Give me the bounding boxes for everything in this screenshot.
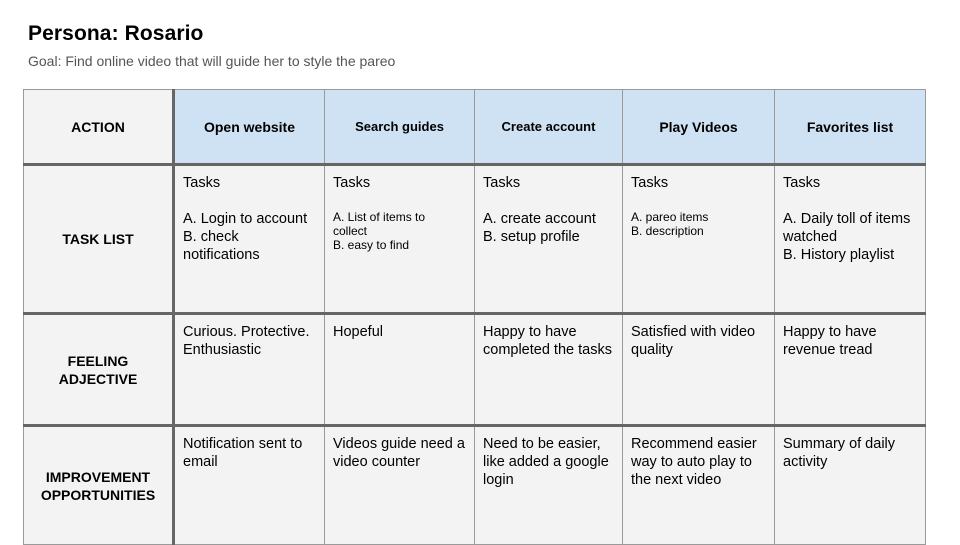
improvement-label [24, 426, 174, 545]
task-heading: Tasks [183, 175, 221, 191]
stage-search-guides: Search guides [325, 90, 475, 165]
task-item: B. easy to find [333, 238, 410, 252]
task-item: A. Login to account [183, 211, 308, 227]
task-list-label: TASK LIST [24, 165, 174, 314]
action-header: ACTION [24, 90, 174, 165]
task-item: A. Daily toll of items watched [783, 211, 911, 245]
task-list-row [24, 165, 926, 314]
improvement-cell-favorites-list: Summary of daily activity [775, 426, 926, 545]
task-heading: Tasks [631, 175, 669, 191]
feeling-label-line2: ADJECTIVE [58, 370, 138, 387]
improvement-cell-search-guides: Videos guide need a video counter [325, 426, 475, 545]
task-item: A. create account [483, 211, 596, 227]
improvement-cell-create-account: Need to be easier, like added a google login [475, 426, 623, 545]
stage-header-row [24, 90, 926, 165]
stage-favorites-list: Favorites list [775, 90, 926, 165]
feeling-cell-create-account: Happy to have completed the tasks [475, 314, 623, 426]
feeling-cell-play-videos: Satisfied with video quality [623, 314, 775, 426]
task-heading: Tasks [333, 175, 371, 191]
improvement-cell-open-website: Notification sent to email [174, 426, 325, 545]
feeling-cell-favorites-list: Happy to have revenue tread [775, 314, 926, 426]
task-cell-favorites-list [775, 165, 926, 314]
task-heading: Tasks [483, 175, 521, 191]
task-item: B. History playlist [783, 247, 895, 263]
task-item: A. pareo items [631, 210, 709, 224]
task-item: B. check notifications [183, 229, 260, 263]
task-cell-open-website [174, 165, 325, 314]
feeling-row [24, 314, 926, 426]
task-cell-play-videos [623, 165, 775, 314]
journey-map-table [23, 89, 926, 545]
task-cell-create-account [475, 165, 623, 314]
stage-play-videos: Play Videos [623, 90, 775, 165]
task-item: A. List of items to collect [333, 210, 426, 238]
feeling-cell-open-website: Curious. Protective. Enthusiastic [174, 314, 325, 426]
task-cell-search-guides [325, 165, 475, 314]
improvement-row [24, 426, 926, 545]
stage-open-website: Open website [174, 90, 325, 165]
feeling-label-line1: FEELING [67, 352, 129, 369]
task-item: B. setup profile [483, 229, 580, 245]
task-heading: Tasks [783, 175, 821, 191]
feeling-label [24, 314, 174, 426]
page-title: Persona: Rosario [28, 22, 204, 45]
persona-goal: Goal: Find online video that will guide her to style the pareo [28, 53, 396, 69]
improvement-label-line2: OPPORTUNITIES [40, 486, 156, 503]
feeling-cell-search-guides: Hopeful [325, 314, 475, 426]
improvement-label-line1: IMPROVEMENT [45, 468, 151, 485]
improvement-cell-play-videos: Recommend easier way to auto play to the next video [623, 426, 775, 545]
task-item: B. description [631, 224, 704, 238]
stage-create-account: Create account [475, 90, 623, 165]
